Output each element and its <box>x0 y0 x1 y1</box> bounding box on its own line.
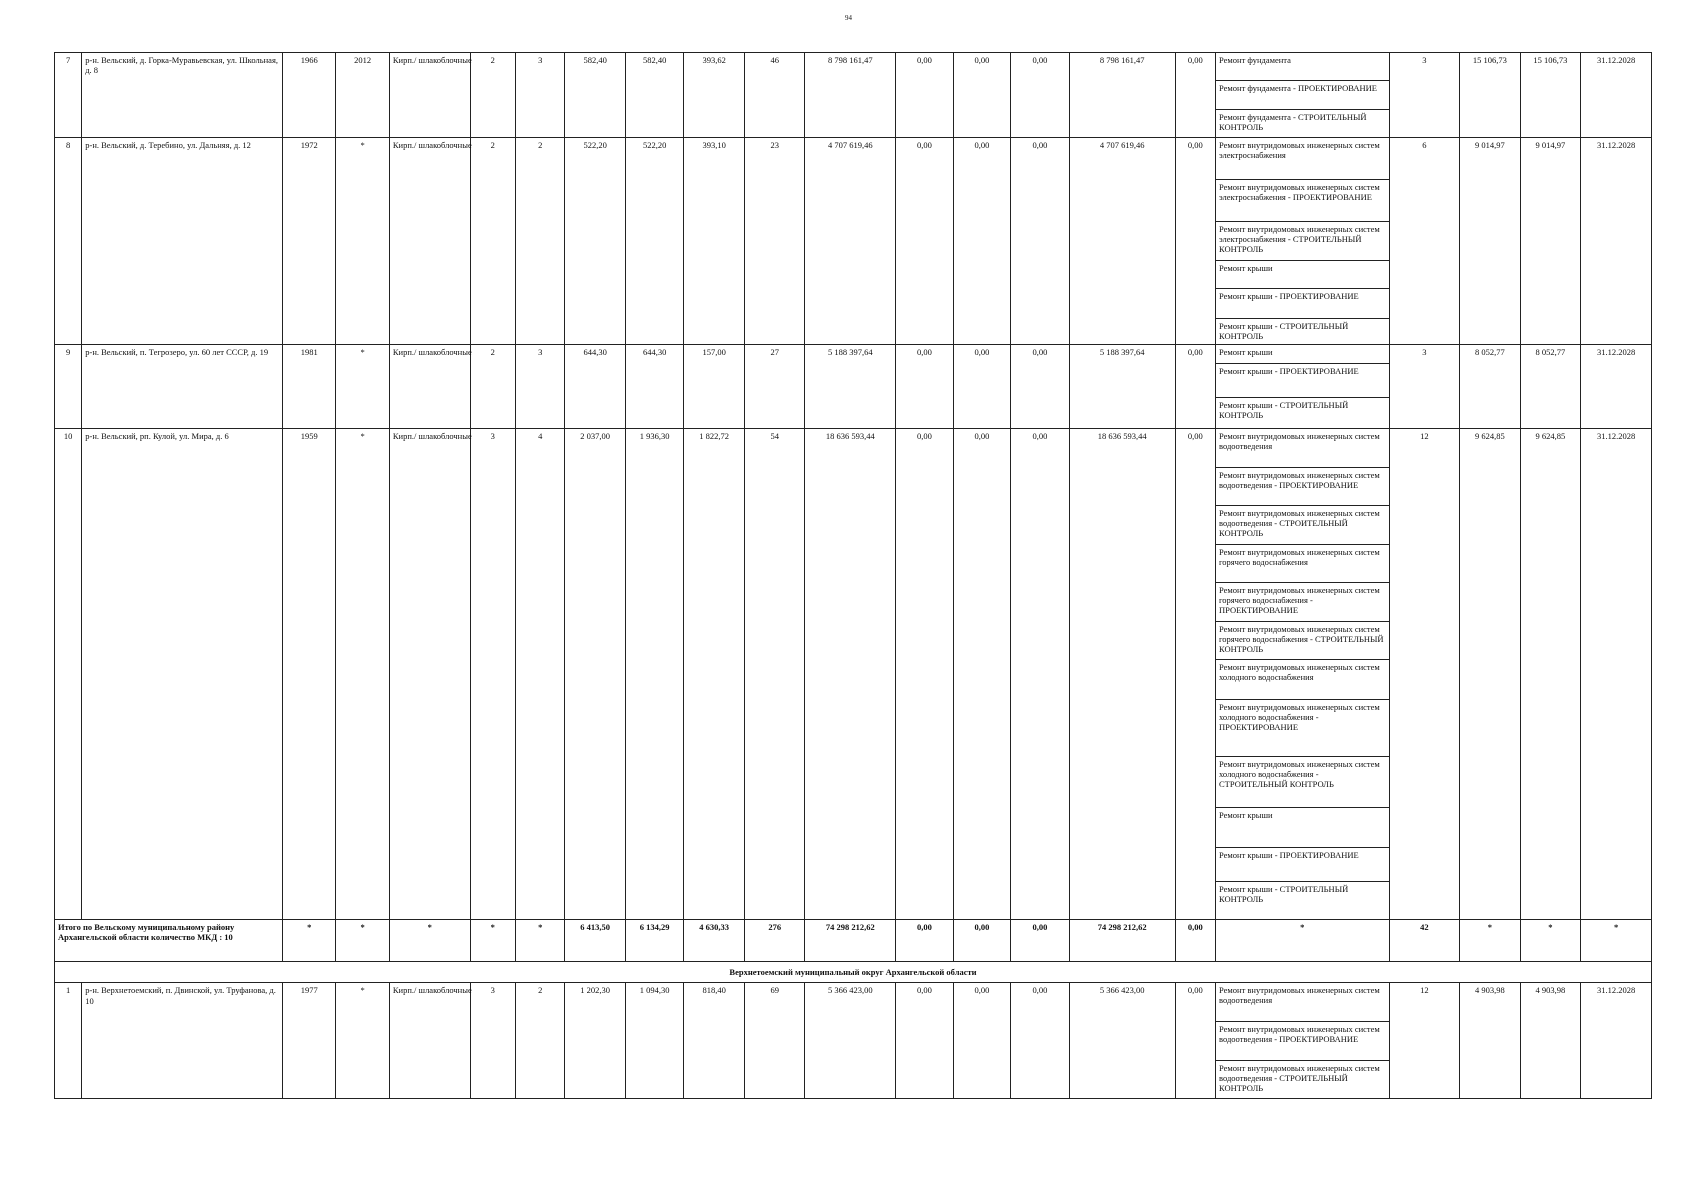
area-flat-cell: 1 936,30 <box>625 429 684 920</box>
row-number: 1 <box>55 983 82 1099</box>
work-item: Ремонт внутридомовых инженерных систем водоотведения - ПРОЕКТИРОВАНИЕ <box>1216 468 1389 506</box>
address-cell: р-н. Верхнетоемский, п. Двинской, ул. Труфанова, д. 10 <box>82 983 283 1099</box>
fund-cell: 0,00 <box>896 345 954 429</box>
work-item: Ремонт крыши <box>1216 808 1389 848</box>
work-item: Ремонт внутридомовых инженерных систем электроснабжения - ПРОЕКТИРОВАНИЕ <box>1216 180 1389 222</box>
work-item: Ремонт крыши <box>1216 261 1389 289</box>
other-funds-cell: 0,00 <box>1175 983 1215 1099</box>
section-header-row <box>55 962 1652 983</box>
total-fund: 0,00 <box>896 920 954 962</box>
total-unit-cost: * <box>1460 920 1521 962</box>
table-row <box>55 429 1652 920</box>
table-row <box>55 53 1652 138</box>
area-residential-cell: 1 822,72 <box>684 429 745 920</box>
residents-cell: 46 <box>744 53 805 138</box>
other-funds-cell: 0,00 <box>1175 138 1215 345</box>
year-overhaul-cell: * <box>336 138 389 345</box>
area-residential-cell: 818,40 <box>684 983 745 1099</box>
unit-cost-cell: 9 624,85 <box>1460 429 1521 920</box>
total-date: * <box>1581 920 1652 962</box>
entrances-cell: 3 <box>515 53 564 138</box>
total-c-material: * <box>389 920 470 962</box>
works-count-cell: 3 <box>1389 53 1460 138</box>
row-number: 9 <box>55 345 82 429</box>
cost-total-cell: 5 366 423,00 <box>805 983 896 1099</box>
local-budget-cell: 0,00 <box>1011 429 1070 920</box>
area-residential-cell: 393,62 <box>684 53 745 138</box>
total-c-entr: * <box>515 920 564 962</box>
cost-total-cell: 18 636 593,44 <box>805 429 896 920</box>
work-item: Ремонт крыши - СТРОИТЕЛЬНЫЙ КОНТРОЛЬ <box>1219 884 1349 905</box>
row-number: 10 <box>55 429 82 920</box>
residents-cell: 54 <box>744 429 805 920</box>
work-item: Ремонт крыши <box>1216 345 1389 364</box>
owners-funds-cell: 5 188 397,64 <box>1069 345 1175 429</box>
fund-cell: 0,00 <box>896 138 954 345</box>
deadline-cell: 31.12.2028 <box>1581 983 1652 1099</box>
address-cell: р-н. Вельский, д. Горка-Муравьевская, ул. Школьная, д. 8 <box>82 53 283 138</box>
other-funds-cell: 0,00 <box>1175 345 1215 429</box>
work-item: Ремонт внутридомовых инженерных систем холодного водоснабжения <box>1216 660 1389 700</box>
total-label: Итого по Вельскому муниципальному району Архангельской области количество МКД : 10 <box>55 920 283 962</box>
regional-budget-cell: 0,00 <box>953 138 1011 345</box>
year-built-cell: 1972 <box>282 138 335 345</box>
fund-cell: 0,00 <box>896 983 954 1099</box>
deadline-cell: 31.12.2028 <box>1581 429 1652 920</box>
works-cell <box>1216 345 1390 429</box>
work-item: Ремонт внутридомовых инженерных систем горячего водоснабжения <box>1216 545 1389 583</box>
local-budget-cell: 0,00 <box>1011 138 1070 345</box>
unit-cost-cell: 4 903,98 <box>1460 983 1521 1099</box>
work-item: Ремонт крыши - СТРОИТЕЛЬНЫЙ КОНТРОЛЬ <box>1219 400 1349 421</box>
area-flat-cell: 522,20 <box>625 138 684 345</box>
total-local: 0,00 <box>1011 920 1070 962</box>
work-item: Ремонт фундамента <box>1216 53 1389 81</box>
page-number: 94 <box>845 14 852 22</box>
work-item: Ремонт крыши - ПРОЕКТИРОВАНИЕ <box>1216 289 1389 319</box>
total-other: 0,00 <box>1175 920 1215 962</box>
section-title: Верхнетоемский муниципальный округ Архангельской области <box>55 962 1652 983</box>
entrances-cell: 4 <box>515 429 564 920</box>
total-area-res: 4 630,33 <box>684 920 745 962</box>
deadline-cell: 31.12.2028 <box>1581 345 1652 429</box>
floors-cell: 3 <box>470 983 515 1099</box>
work-item: Ремонт внутридомовых инженерных систем горячего водоснабжения - ПРОЕКТИРОВАНИЕ <box>1216 583 1389 622</box>
year-built-cell: 1959 <box>282 429 335 920</box>
owners-funds-cell: 5 366 423,00 <box>1069 983 1175 1099</box>
address-cell: р-н. Вельский, п. Тегрозеро, ул. 60 лет СССР, д. 19 <box>82 345 283 429</box>
work-item: Ремонт внутридомовых инженерных систем электроснабжения <box>1216 138 1389 180</box>
owners-funds-cell: 4 707 619,46 <box>1069 138 1175 345</box>
area-total-cell: 522,20 <box>565 138 626 345</box>
wall-material-cell: Кирп./ шлакоблочные <box>389 429 470 920</box>
area-total-cell: 1 202,30 <box>565 983 626 1099</box>
row-number: 8 <box>55 138 82 345</box>
year-overhaul-cell: * <box>336 429 389 920</box>
cost-total-cell: 5 188 397,64 <box>805 345 896 429</box>
local-budget-cell: 0,00 <box>1011 345 1070 429</box>
total-regional: 0,00 <box>953 920 1011 962</box>
year-built-cell: 1981 <box>282 345 335 429</box>
total-row <box>55 920 1652 962</box>
entrances-cell: 3 <box>515 345 564 429</box>
deadline-cell: 31.12.2028 <box>1581 138 1652 345</box>
max-cost-cell: 9 624,85 <box>1520 429 1581 920</box>
year-overhaul-cell: 2012 <box>336 53 389 138</box>
max-cost-cell: 15 106,73 <box>1520 53 1581 138</box>
area-total-cell: 2 037,00 <box>565 429 626 920</box>
work-item: Ремонт фундамента - СТРОИТЕЛЬНЫЙ КОНТРОЛЬ <box>1219 112 1367 133</box>
wall-material-cell: Кирп./ шлакоблочные <box>389 983 470 1099</box>
total-c-floors: * <box>470 920 515 962</box>
work-item: Ремонт внутридомовых инженерных систем водоотведения - ПРОЕКТИРОВАНИЕ <box>1216 1022 1389 1061</box>
works-cell <box>1216 138 1390 345</box>
total-c-year1: * <box>282 920 335 962</box>
work-item: Ремонт внутридомовых инженерных систем холодного водоснабжения - ПРОЕКТИРОВАНИЕ <box>1216 700 1389 757</box>
regional-budget-cell: 0,00 <box>953 983 1011 1099</box>
address-cell: р-н. Вельский, д. Теребино, ул. Дальняя, д. 12 <box>82 138 283 345</box>
regional-budget-cell: 0,00 <box>953 53 1011 138</box>
table-row <box>55 345 1652 429</box>
work-item: Ремонт фундамента - ПРОЕКТИРОВАНИЕ <box>1216 81 1389 110</box>
work-item: Ремонт внутридомовых инженерных систем водоотведения <box>1216 429 1389 468</box>
wall-material-cell: Кирп./ шлакоблочные <box>389 138 470 345</box>
residents-cell: 27 <box>744 345 805 429</box>
entrances-cell: 2 <box>515 138 564 345</box>
year-built-cell: 1977 <box>282 983 335 1099</box>
works-count-cell: 3 <box>1389 345 1460 429</box>
work-item: Ремонт внутридомовых инженерных систем водоотведения - СТРОИТЕЛЬНЫЙ КОНТРОЛЬ <box>1216 506 1389 545</box>
regional-budget-cell: 0,00 <box>953 345 1011 429</box>
total-max-cost: * <box>1520 920 1581 962</box>
total-residents: 276 <box>744 920 805 962</box>
floors-cell: 3 <box>470 429 515 920</box>
total-area-total: 6 413,50 <box>565 920 626 962</box>
year-overhaul-cell: * <box>336 983 389 1099</box>
area-residential-cell: 157,00 <box>684 345 745 429</box>
total-cost-total: 74 298 212,62 <box>805 920 896 962</box>
total-works-count: 42 <box>1389 920 1460 962</box>
year-built-cell: 1966 <box>282 53 335 138</box>
local-budget-cell: 0,00 <box>1011 53 1070 138</box>
area-residential-cell: 393,10 <box>684 138 745 345</box>
area-flat-cell: 582,40 <box>625 53 684 138</box>
work-item: Ремонт крыши - ПРОЕКТИРОВАНИЕ <box>1216 364 1389 398</box>
overhaul-register-table <box>54 52 1652 1099</box>
owners-funds-cell: 18 636 593,44 <box>1069 429 1175 920</box>
row-number: 7 <box>55 53 82 138</box>
area-total-cell: 644,30 <box>565 345 626 429</box>
table-row <box>55 138 1652 345</box>
other-funds-cell: 0,00 <box>1175 53 1215 138</box>
work-item: Ремонт внутридомовых инженерных систем электроснабжения - СТРОИТЕЛЬНЫЙ КОНТРОЛЬ <box>1216 222 1389 261</box>
deadline-cell: 31.12.2028 <box>1581 53 1652 138</box>
unit-cost-cell: 9 014,97 <box>1460 138 1521 345</box>
fund-cell: 0,00 <box>896 53 954 138</box>
area-flat-cell: 644,30 <box>625 345 684 429</box>
floors-cell: 2 <box>470 345 515 429</box>
floors-cell: 2 <box>470 53 515 138</box>
total-works: * <box>1216 920 1390 962</box>
table-row <box>55 983 1652 1099</box>
residents-cell: 69 <box>744 983 805 1099</box>
works-cell <box>1216 53 1390 138</box>
owners-funds-cell: 8 798 161,47 <box>1069 53 1175 138</box>
local-budget-cell: 0,00 <box>1011 983 1070 1099</box>
works-cell <box>1216 983 1390 1099</box>
cost-total-cell: 4 707 619,46 <box>805 138 896 345</box>
work-item: Ремонт внутридомовых инженерных систем водоотведения <box>1216 983 1389 1022</box>
area-flat-cell: 1 094,30 <box>625 983 684 1099</box>
year-overhaul-cell: * <box>336 345 389 429</box>
work-item: Ремонт внутридомовых инженерных систем холодного водоснабжения - СТРОИТЕЛЬНЫЙ КОНТРОЛЬ <box>1216 757 1389 808</box>
residents-cell: 23 <box>744 138 805 345</box>
wall-material-cell: Кирп./ шлакоблочные <box>389 345 470 429</box>
unit-cost-cell: 15 106,73 <box>1460 53 1521 138</box>
total-area-flat: 6 134,29 <box>625 920 684 962</box>
total-owners: 74 298 212,62 <box>1069 920 1175 962</box>
other-funds-cell: 0,00 <box>1175 429 1215 920</box>
max-cost-cell: 4 903,98 <box>1520 983 1581 1099</box>
table-body <box>55 53 1652 1099</box>
max-cost-cell: 8 052,77 <box>1520 345 1581 429</box>
wall-material-cell: Кирп./ шлакоблочные <box>389 53 470 138</box>
total-c-year2: * <box>336 920 389 962</box>
work-item: Ремонт крыши - СТРОИТЕЛЬНЫЙ КОНТРОЛЬ <box>1219 321 1349 342</box>
max-cost-cell: 9 014,97 <box>1520 138 1581 345</box>
works-count-cell: 6 <box>1389 138 1460 345</box>
fund-cell: 0,00 <box>896 429 954 920</box>
works-cell <box>1216 429 1390 920</box>
work-item: Ремонт крыши - ПРОЕКТИРОВАНИЕ <box>1216 848 1389 882</box>
unit-cost-cell: 8 052,77 <box>1460 345 1521 429</box>
area-total-cell: 582,40 <box>565 53 626 138</box>
entrances-cell: 2 <box>515 983 564 1099</box>
address-cell: р-н. Вельский, рп. Кулой, ул. Мира, д. 6 <box>82 429 283 920</box>
work-item: Ремонт внутридомовых инженерных систем водоотведения - СТРОИТЕЛЬНЫЙ КОНТРОЛЬ <box>1219 1063 1380 1094</box>
work-item: Ремонт внутридомовых инженерных систем горячего водоснабжения - СТРОИТЕЛЬНЫЙ КОНТРОЛЬ <box>1216 622 1389 660</box>
cost-total-cell: 8 798 161,47 <box>805 53 896 138</box>
floors-cell: 2 <box>470 138 515 345</box>
works-count-cell: 12 <box>1389 983 1460 1099</box>
regional-budget-cell: 0,00 <box>953 429 1011 920</box>
works-count-cell: 12 <box>1389 429 1460 920</box>
